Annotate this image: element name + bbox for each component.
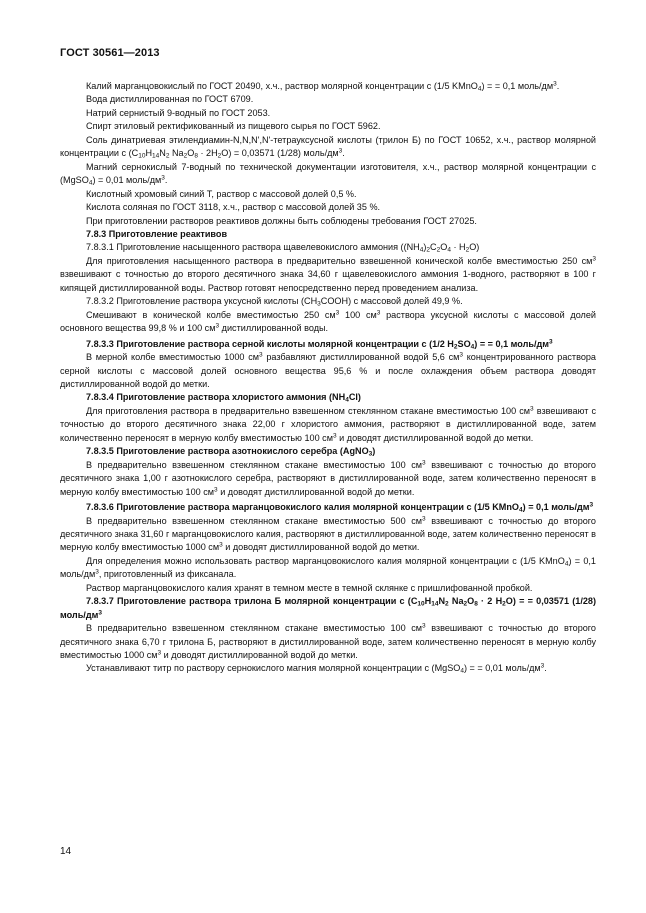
paragraph-permanganate-preparation: В предварительно взвешенном стеклянном стакане вместимостью 500 $см^3$ взвешивают с точностью до второго десятичного знака 31,60 г марганцовокислого калия, растворяют в дистиллированной воде, затем количественно переносят в мерную колбу вместимостью 1000 $см^3$ и доводят дистиллированной водой до метки. [60,515,596,553]
subsection-heading-7-8-3-6: 7.8.3.6 Приготовление раствора марганцовокислого калия молярной концентрации c (1/5 KMnO$_4$) = 0,1 моль/$дм^3$ [86,501,594,514]
paragraph-sodium-sulfide: Натрий сернистый 9-водный по ГОСТ 2053. [86,107,271,118]
page-number: 14 [60,846,72,857]
paragraph-ethyl-alcohol: Спирт этиловый ректификованный из пищевого сырья по ГОСТ 5962. [86,121,381,132]
paragraph-distilled-water: Вода дистиллированная по ГОСТ 6709. [86,94,254,105]
paragraph-ammonium-chloride: Для приготовления раствора в предварительно взвешенном стеклянном стакане вместимостью 100 $см^3$ взвешивают с точностью до второго десятичного знака 22,00 г хлористого аммония, растворяют в дистиллированной воде, затем количественно переносят в мерную колбу вместимостью 100 $см^3$ и доводят дистиллированной водой до метки. [60,405,596,443]
paragraph-magnesium-sulfate: Магний сернокислый 7-водный по технической документации изготовителя, х.ч., раствор молярной концентрации c (MgSO$_4$) = 0,01 моль/$дм^3$. [60,161,596,187]
paragraph-permanganate-storage: Раствор марганцовокислого калия хранят в темном месте в темной склянке с пришлифованной пробкой. [86,582,533,593]
section-heading-7-8-3: 7.8.3 Приготовление реактивов [86,228,228,239]
paragraph-titer: Устанавливают титр по раствору сернокислого магния молярной концентрации c (MgSO$_4$) = = 0,01 моль/$дм^3$. [86,662,547,675]
paragraph-requirements: При приготовлении растворов реактивов должны быть соблюдены требования ГОСТ 27025. [86,215,477,226]
paragraph-hydrochloric-acid: Кислота соляная по ГОСТ 3118, х.ч., раствор с массовой долей 35 %. [86,202,381,213]
subsection-heading-7-8-3-1: 7.8.3.1 Приготовление насыщенного раствора щавелевокислого аммония $((NH_4)_2C_2O_4 \cdot H_2O)$ [86,242,480,254]
subsection-heading-7-8-3-2: 7.8.3.2 Приготовление раствора уксусной кислоты $(CH_3COOH)$ с массовой долей 49,9 %. [86,296,463,308]
subsection-heading-7-8-3-7: 7.8.3.7 Приготовление раствора трилона Б молярной концентрации c ($C_{10}H_{14}N_2$ $Na_2O_8 \cdot 2$ $H_2O$) = = 0,03571 (1/28) моль/$дм^3$ [60,596,596,620]
paragraph-trilon-preparation: В предварительно взвешенном стеклянном стакане вместимостью 100 $см^3$ взвешивают с точностью до второго десятичного знака 6,70 г трилона Б, растворяют в дистиллированной воде, затем количественно переносят в мерную колбу вместимостью 1000 $см^3$ и доводят дистиллированной водой до метки. [60,622,596,661]
document-body [60,80,596,676]
paragraph-silver-nitrate: В предварительно взвешенном стеклянном стакане вместимостью 100 $см^3$ взвешивают с точностью до второго десятичного знака 1,00 г азотнокислого серебра, растворяют в дистиллированной воде, затем количественно переносят в мерную колбу вместимостью 100 $см^3$ и доводят дистиллированной водой до метки. [60,459,596,497]
paragraph-ammonium-oxalate: Для приготовления насыщенного раствора в предварительно взвешенной конической колбе вместимостью 250 $см^3$ взвешивают с точностью до второго десятичного знака 34,60 г щавелевокислого аммония 1-водного, растворяют в 100 г кипящей дистиллированной воды. Раствор готовят непосредственно перед проведением анализа. [60,255,596,293]
subsection-heading-7-8-3-5: 7.8.3.5 Приготовление раствора азотнокислого серебра (AgNO$_3$) [86,446,376,458]
paragraph-potassium-permanganate: Калий марганцовокислый по ГОСТ 20490, х.ч., раствор молярной концентрации c (1/5 KMnO$_4$) = = 0,1 моль/$дм^3$. [86,80,560,93]
paragraph-sulfuric-acid: В мерной колбе вместимостью 1000 $см^3$ разбавляют дистиллированной водой 5,6 $см^3$ концентрированного раствора серной кислоты с массовой долей основного вещества 95,6 % и после охлаждения объем раствора доводят дистиллированной водой до метки. [60,351,596,389]
subsection-heading-7-8-3-4: 7.8.3.4 Приготовление раствора хлористого аммония $(NH_4Cl)$ [86,392,361,404]
paragraph-permanganate-fixanal: Для определения можно использовать раствор марганцовокислого калия молярной концентрации c (1/5 KMnO$_4$) = 0,1 моль/$дм^3$, приготовленный из фиксанала. [60,555,596,580]
document-header: ГОСТ 30561—2013 [60,47,160,59]
paragraph-chrome-blue: Кислотный хромовый синий Т, раствор с массовой долей 0,5 %. [86,188,357,199]
paragraph-trilon-b: Соль динатриевая этилендиамин-N,N,N',N'-тетрауксусной кислоты (трилон Б) по ГОСТ 10652, х.ч., раствор молярной концентрации c ($C_{10}H_{14}N_2$ $Na_2O_8 \cdot 2H_2O) = 0,03571$ (1/28) моль/$дм^3$. [60,134,596,160]
paragraph-acetic-acid: Смешивают в конической колбе вместимостью 250 $см^3$ 100 $см^3$ раствора уксусной кислоты с массовой долей основного вещества 99,8 % и 100 $см^3$ дистиллированной воды. [60,309,597,334]
subsection-heading-7-8-3-3: 7.8.3.3 Приготовление раствора серной кислоты молярной концентрации c (1/2 $H_2SO_4$) = = 0,1 моль/$дм^3$ [86,338,553,351]
